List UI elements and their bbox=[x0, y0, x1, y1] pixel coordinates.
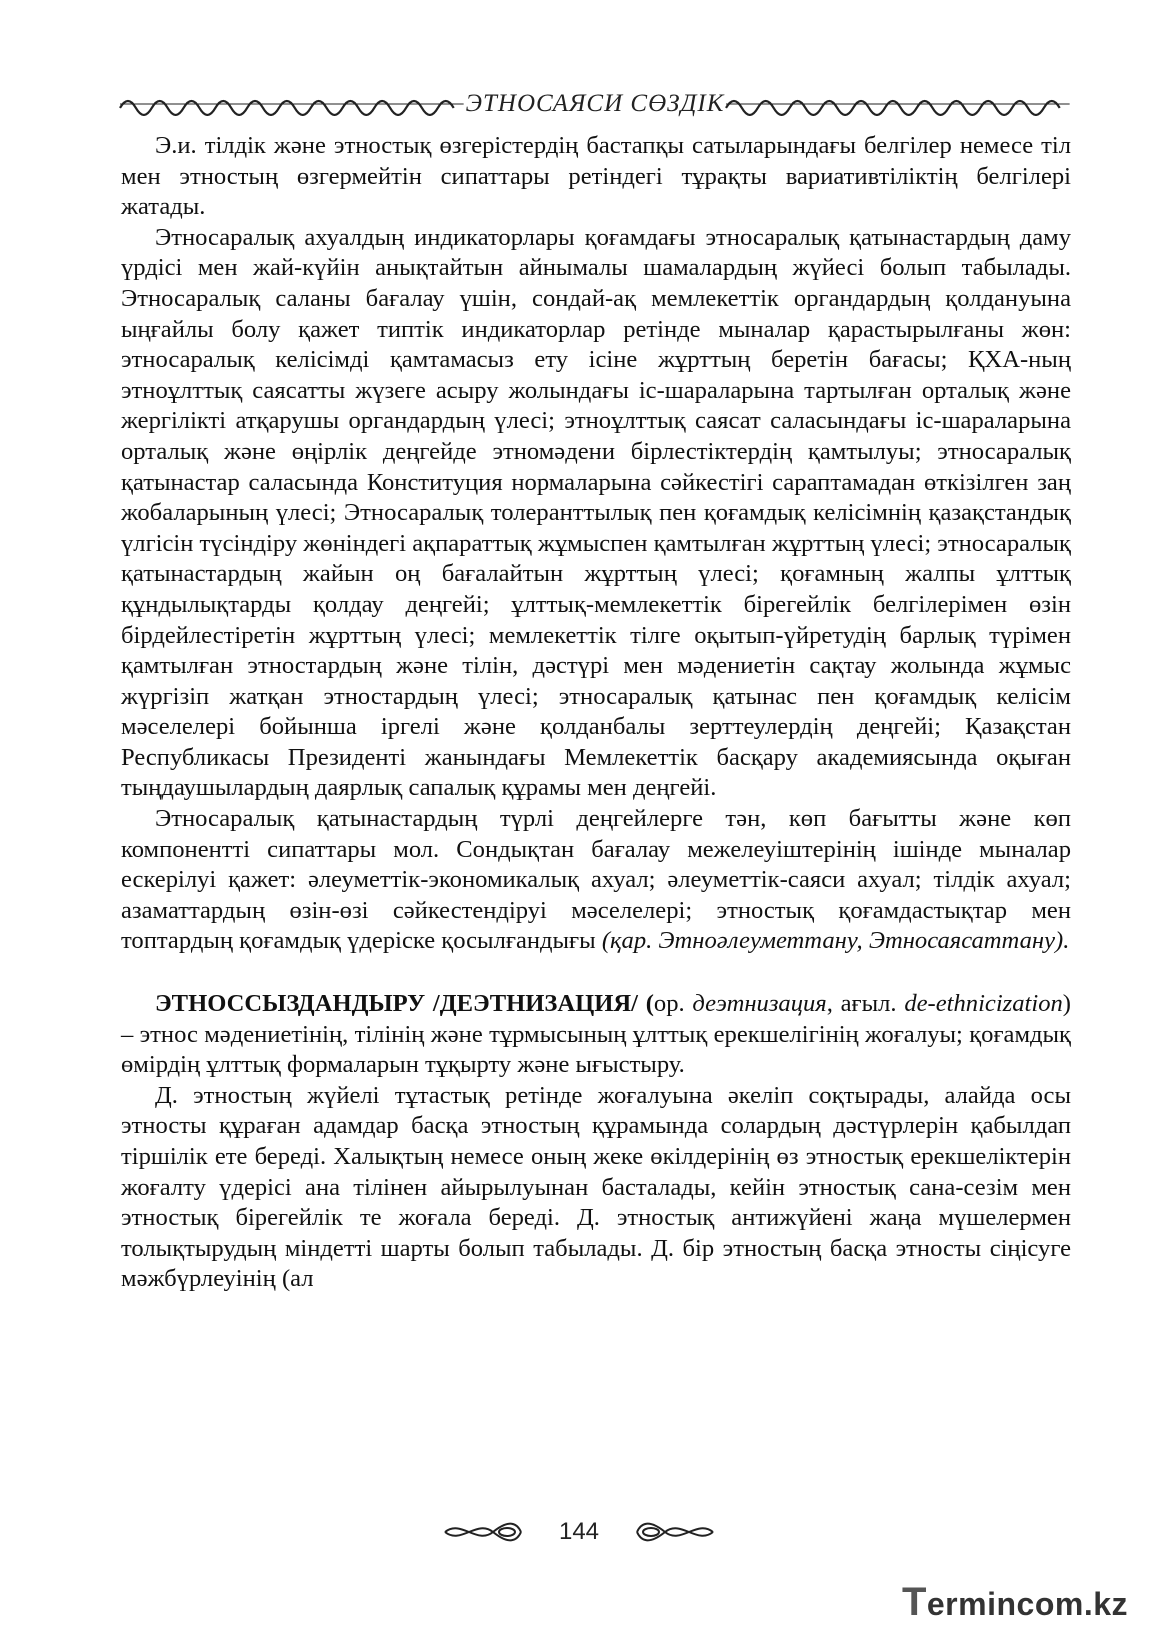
entry-lang-en: , ағыл. bbox=[826, 990, 905, 1018]
paragraph-assessment-text: Этносаралық қатынастардың түрлі деңгейлерге тән, көп бағытты және көп компонентті сипаттары мол. Сондықтан бағалау межелеуіштерінің ішінде мыналар ескерілуі қажет: әлеуметтік-экономикалық ахуал; әлеуметтік-саяси ахуал; тілдік ахуал; азаматтардың өзін-өзі сәйкестендіруі мәселелері; этностық қоғамдастықтар мен топтардың қоғамдық үдеріске қосылғандығы bbox=[121, 805, 1071, 955]
entry-word-ru: деэтнизация bbox=[692, 990, 827, 1018]
paragraph-intro: Э.и. тілдік және этностық өзгерістердің бастапқы сатыларындағы белгілер немесе тіл мен этностың өзгермейтін сипаттары ретіндегі тұрақты вариативтіліктің белгілері жатады. bbox=[121, 132, 1071, 221]
entry-definition: ) – этнос мәдениетінің, тілінің және тұрмысының ұлттық ерекшелігінің жоғалуы; қоғамдық өмірдің ұлттық формаларын тұқырту және ығыстыру. bbox=[121, 990, 1071, 1079]
page-body bbox=[121, 131, 1071, 1295]
left-swirl-icon bbox=[441, 1519, 525, 1545]
paragraph-assessment bbox=[121, 804, 1071, 957]
paragraph-deethnization: Д. этностың жүйелі тұтастық ретінде жоғалуына әкеліп соқтырады, алайда осы этносты құраған адамдар басқа этностың құрамында солардың дәстүрлерін қабылдап тіршілік ете береді. Халықтың немесе оның жеке өкілдерінің өз этностық ерекшеліктерін жоғалту үдерісі ана тілінен айырылуынан басталады, кейін этностық сана-сезім мен этностық бірегейлік те жоғала береді. Д. этностық антижүйені жаңа мүшелермен толықтырудың міндетті шарты болып табылады. Д. бір этностың басқа этносты сіңісуге мәжбүрлеуінің (ал bbox=[121, 1081, 1071, 1293]
paragraph-indicators: Этносаралық ахуалдың индикаторлары қоғамдағы этносаралық қатынастардың даму үрдісі мен жай-күйін анықтайтын айнымалы шамалардың жүйесі болып табылады. Этносаралық саланы бағалау үшін, сондай-ақ мемлекеттік органдардың қолдануына ыңғайлы болу қажет типтік индикаторлар ретінде мыналар қарастырылғаны жөн: этносаралық келісімді қамтамасыз ету ісіне жұрттың беретін бағасы; ҚХА-ның этноұлттық саясатты жүзеге асыру жолындағы іс-шараларына тартылған орталық және жергілікті атқарушы органдардың үлесі; этноұлттық саясат саласындағы іс-шараларына орталық және өңірлік деңгейде этномәдени бірлестіктердің қамтылуы; этносаралық қатынастар саласында Конституция нормаларына сәйкестігі сараптамадан өткізілген заң жобаларының үлесі; Этносаралық толеранттылық пен қоғамдық келісімнің қазақстандық үлгісін түсіндіру жөніндегі ақпараттық жұмыспен қамтылған жұрттың үлесі; этносаралық қатынастардың жайын оң бағалайтын жұрттың үлесі; қоғамның жалпы ұлттық құндылықтарды қолдау деңгейі; ұлттық-мемлекеттік бірегейлік белгілерімен өзін бірдейлестіретін жұрттың үлесі; мемлекеттік тілге оқытып-үйретудің барлық түрімен қамтылған этностардың және тілін, дәстүрі мен мәдениетін сақтау жолында жұмыс жүргізіп жатқан этностардың үлесі; этносаралық қатынас пен қоғамдық келісім мәселелері бойынша іргелі және қолданбалы зерттеулердің деңгейі; Қазақстан Республикасы Президенті жанындағы Мемлекеттік басқару академиясында оқыған тыңдаушылардың даярлық сапалық құрамы мен деңгейі. bbox=[121, 223, 1071, 802]
entry-lang-ru: ор. bbox=[653, 990, 693, 1018]
page-footer bbox=[0, 1512, 1158, 1552]
page-number: 144 bbox=[558, 1518, 600, 1545]
watermark-t: T bbox=[901, 1580, 927, 1624]
header-title: ЭТНОСАЯСИ СӨЗДІК bbox=[465, 90, 725, 117]
right-ornament-icon bbox=[724, 92, 1072, 116]
right-swirl-icon bbox=[633, 1519, 717, 1545]
site-watermark bbox=[902, 1580, 1128, 1625]
dictionary-entry bbox=[121, 989, 1071, 1081]
watermark-text: ermincom.kz bbox=[926, 1586, 1128, 1622]
entry-term: ЭТНОССЫЗДАНДЫРУ /ДЕЭТНИЗАЦИЯ/ ( bbox=[155, 990, 654, 1018]
running-header bbox=[118, 84, 1072, 124]
entry-word-en: de-ethnicization bbox=[904, 990, 1063, 1018]
cross-reference: (қар. Этноәлеуметтану, Этносаясаттану). bbox=[601, 927, 1070, 955]
entry-gap bbox=[121, 957, 1071, 989]
left-ornament-icon bbox=[118, 92, 466, 116]
